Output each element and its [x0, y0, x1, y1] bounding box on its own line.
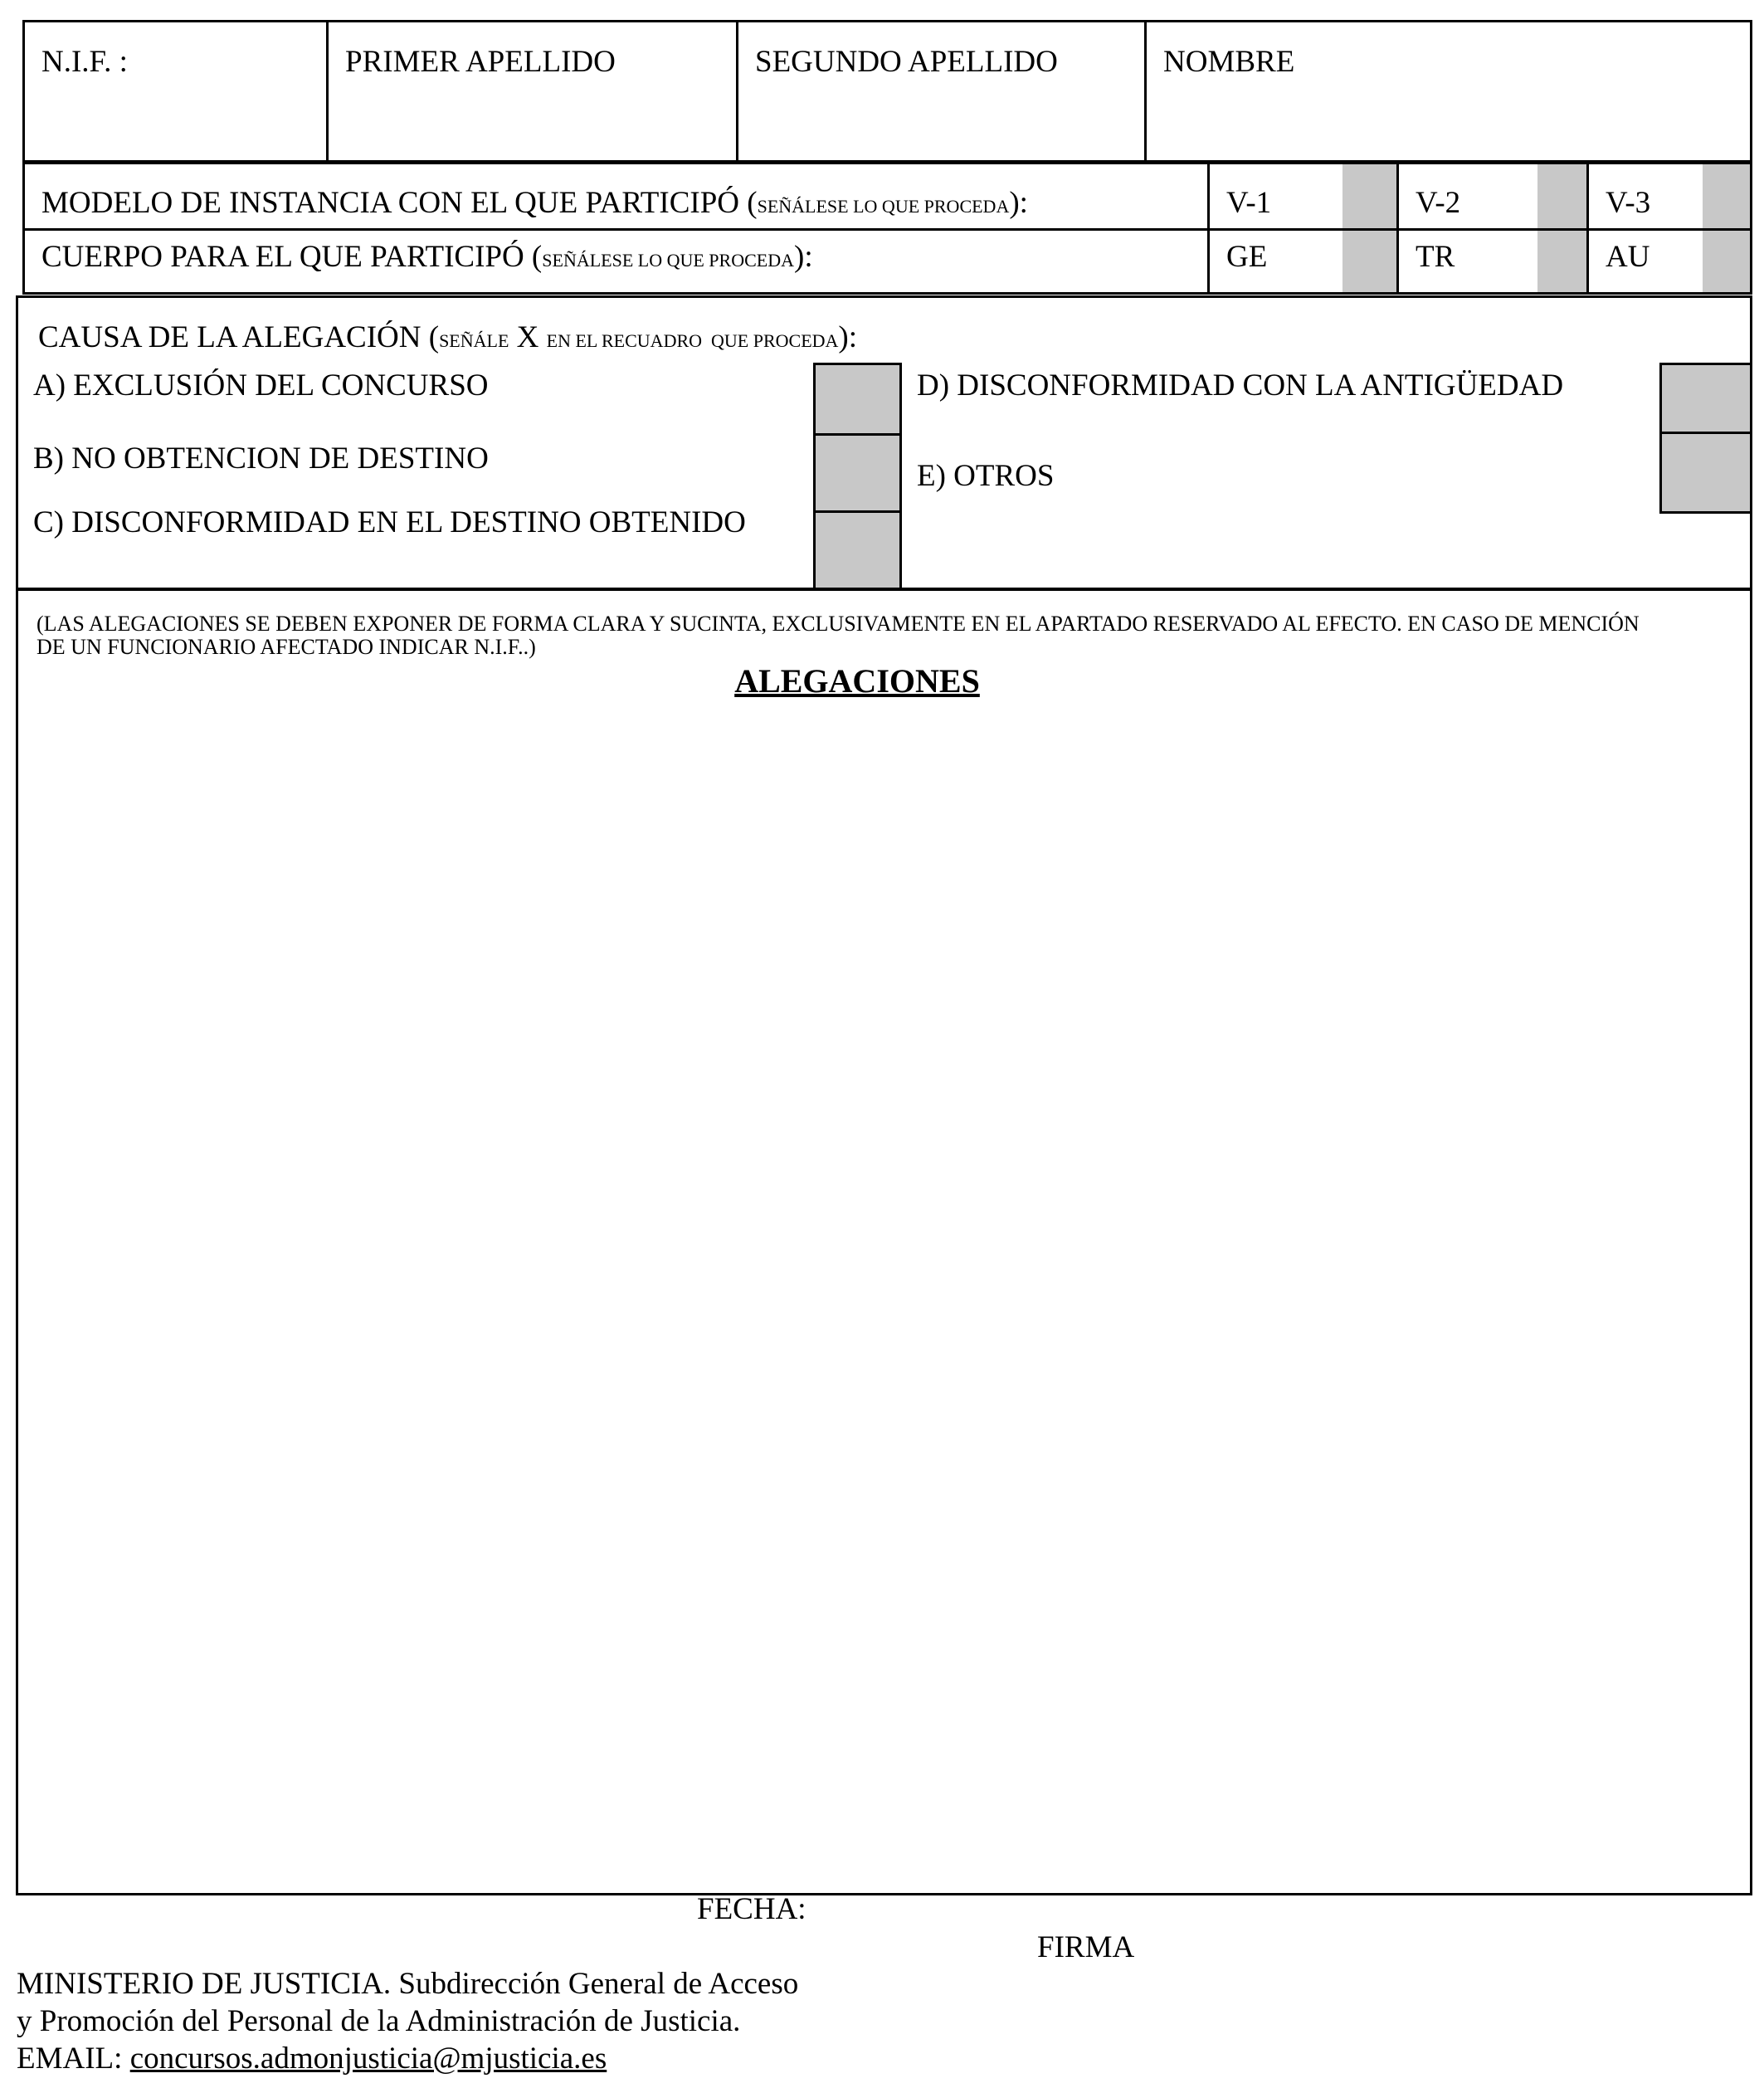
- segundo-apellido-input[interactable]: [746, 91, 1139, 154]
- modelo-option-v1-label: V-1: [1226, 186, 1272, 220]
- causa-option-a-label: A) EXCLUSIÓN DEL CONCURSO: [33, 368, 489, 402]
- fecha-label: FECHA:: [697, 1892, 806, 1926]
- modelo-divider-2: [1586, 162, 1589, 295]
- alegaciones-textarea[interactable]: [28, 714, 1741, 1884]
- email-line: [17, 2043, 607, 2074]
- causa-option-a-checkbox[interactable]: [813, 363, 902, 436]
- alegaciones-instructions: [37, 612, 1640, 659]
- cuerpo-option-au-label: AU: [1606, 240, 1650, 274]
- causa-option-b-label: B) NO OBTENCION DE DESTINO: [33, 442, 489, 476]
- participation-row-divider: [22, 228, 1752, 231]
- cuerpo-option-au-checkbox[interactable]: [1703, 231, 1750, 292]
- cuerpo-label: CUERPO PARA EL QUE PARTICIPÓ (SEÑÁLESE LO QUE PROCEDA):: [41, 240, 813, 274]
- causa-option-c-checkbox[interactable]: [813, 510, 902, 590]
- primer-apellido-label: PRIMER APELLIDO: [345, 45, 616, 79]
- modelo-divider-1: [1396, 162, 1399, 295]
- fecha-input[interactable]: [821, 1889, 1153, 1929]
- identity-divider-2: [736, 20, 738, 163]
- primer-apellido-input[interactable]: [336, 91, 730, 154]
- modelo-option-v3-label: V-3: [1606, 186, 1651, 220]
- cuerpo-option-tr-label: TR: [1416, 240, 1455, 274]
- alegaciones-heading: ALEGACIONES: [734, 662, 980, 700]
- causa-option-e-checkbox[interactable]: [1659, 432, 1752, 514]
- nombre-input[interactable]: [1154, 91, 1745, 154]
- nombre-label: NOMBRE: [1163, 45, 1295, 79]
- ministry-line-1: MINISTERIO DE JUSTICIA. Subdirección General de Acceso: [17, 1967, 799, 2001]
- firma-label: FIRMA: [1037, 1930, 1135, 1964]
- causa-option-d-checkbox[interactable]: [1659, 363, 1752, 434]
- cuerpo-option-ge-checkbox[interactable]: [1342, 231, 1396, 292]
- email-label: EMAIL:: [17, 2042, 130, 2076]
- modelo-label: MODELO DE INSTANCIA CON EL QUE PARTICIPÓ (SEÑÁLESE LO QUE PROCEDA):: [41, 186, 1028, 220]
- modelo-option-v2-label: V-2: [1416, 186, 1461, 220]
- identity-divider-1: [326, 20, 329, 163]
- causa-title: CAUSA DE LA ALEGACIÓN (SEÑÁLE X EN EL RECUADRO QUE PROCEDA):: [38, 320, 858, 354]
- email-link[interactable]: concursos.admonjusticia@mjusticia.es: [129, 2042, 607, 2076]
- firma-area[interactable]: [979, 1975, 1643, 2075]
- causa-option-b-checkbox[interactable]: [813, 433, 902, 513]
- nif-input[interactable]: [33, 91, 319, 154]
- identity-divider-3: [1144, 20, 1147, 163]
- nif-label: N.I.F. :: [41, 45, 128, 79]
- modelo-option-v3-checkbox[interactable]: [1703, 164, 1750, 228]
- ministry-line-2: y Promoción del Personal de la Administración de Justicia.: [17, 2004, 741, 2038]
- modelo-option-v2-checkbox[interactable]: [1537, 164, 1586, 228]
- cuerpo-option-tr-checkbox[interactable]: [1537, 231, 1586, 292]
- causa-option-c-label: C) DISCONFORMIDAD EN EL DESTINO OBTENIDO: [33, 505, 746, 539]
- causa-option-d-label: D) DISCONFORMIDAD CON LA ANTIGÜEDAD: [917, 368, 1564, 402]
- causa-option-e-label: E) OTROS: [917, 459, 1055, 493]
- segundo-apellido-label: SEGUNDO APELLIDO: [755, 45, 1058, 79]
- alegaciones-instructions-line-1: (LAS ALEGACIONES SE DEBEN EXPONER DE FORMA CLARA Y SUCINTA, EXCLUSIVAMENTE EN EL APARTADO RESERVADO AL EFECTO. EN CASO DE MENCIÓN: [37, 612, 1640, 636]
- cuerpo-option-ge-label: GE: [1226, 240, 1268, 274]
- modelo-option-v1-checkbox[interactable]: [1342, 164, 1396, 228]
- alegaciones-instructions-line-2: DE UN FUNCIONARIO AFECTADO INDICAR N.I.F..): [37, 635, 536, 659]
- participation-col-divider: [1207, 162, 1210, 295]
